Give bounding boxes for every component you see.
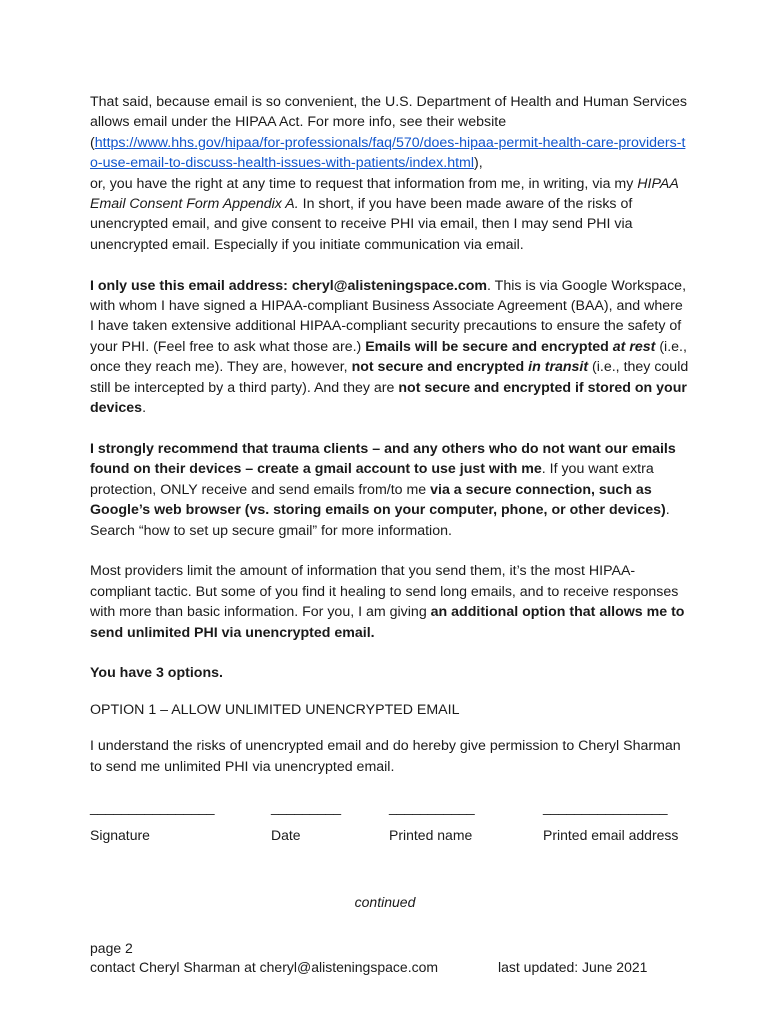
- footer-contact: contact Cheryl Sharman at cheryl@alisteningspace.com: [90, 959, 439, 975]
- footer-last-updated: last updated: June 2021: [498, 959, 648, 975]
- bold-italic-text: at rest: [612, 338, 656, 355]
- bold-text: an additional option that allows me to send unlimited PHI via unencrypted email.: [90, 604, 685, 641]
- option-1-heading: OPTION 1 – ALLOW UNLIMITED UNENCRYPTED EMAIL: [90, 701, 460, 718]
- bold-text-part: Emails will be secure and encrypted: [365, 338, 613, 355]
- printed-name-line[interactable]: ___________: [389, 799, 475, 815]
- bold-italic-text: in transit: [528, 359, 589, 376]
- paragraph-text: or, you have the right at any time to request that information from me, in writing, via my: [90, 175, 638, 192]
- paragraph-text: .: [142, 400, 147, 417]
- option-1-consent-text: I understand the risks of unencrypted email and do hereby give permission to Cheryl Sharman to send me unlimited PHI via unencrypted email.: [90, 738, 681, 775]
- paragraph-hhs-email: [90, 92, 690, 255]
- paragraph-text: In short, if you have been made aware of the risks of unencrypted email, and give consent to receive PHI via email, then I may send PHI via unencrypted email. Especially if you initiate communication via email.: [90, 196, 633, 253]
- printed-name-label: Printed name: [389, 827, 473, 843]
- paragraph-text: (i.e., once they reach me). They are, however,: [90, 338, 687, 376]
- link-text-line-1: https://www.hhs.gov/hipaa/for-professionals/faq/570/does-hipaa-permit-health-care-providers-t: [94, 134, 686, 151]
- bold-text: I only use this email address: cheryl@alisteningspace.com: [90, 277, 488, 294]
- signature-line[interactable]: ________________: [90, 799, 215, 815]
- date-line[interactable]: _________: [271, 799, 342, 815]
- printed-email-label: Printed email address: [543, 827, 679, 843]
- signature-label: Signature: [90, 827, 150, 843]
- bold-text: via a secure connection, such as Google’s web browser (vs. storing emails on your computer, phone, or other devices): [90, 481, 666, 519]
- options-heading: [90, 663, 690, 683]
- paragraph-text: That said, because email is so convenient, the U.S. Department of Health and Human Services allows email under the HIPAA Act. For more info, see their website (: [90, 94, 687, 151]
- date-label: Date: [271, 827, 301, 843]
- consent-form-reference: HIPAA Email Consent Form Appendix A.: [90, 175, 679, 213]
- bold-text: I strongly recommend that trauma clients – and any others who do not want our emails found on their devices – create a gmail account to use just with me: [90, 440, 676, 478]
- hhs-faq-link[interactable]: [90, 135, 685, 171]
- link-text-line-2: o-use-email-to-discuss-health-issues-with-patients/index.html: [90, 155, 474, 172]
- bold-text-part: not secure and encrypted: [351, 359, 529, 376]
- paragraph-text: . If you want extra protection, ONLY receive and send emails from/to me: [90, 461, 654, 498]
- paragraph-text: ),: [474, 155, 483, 172]
- paragraph-email-address: [90, 276, 690, 419]
- paragraph-text: (i.e., they could still be intercepted by a third party). And they are: [90, 359, 689, 396]
- body-text: [90, 92, 690, 777]
- bold-text: You have 3 options.: [90, 665, 223, 682]
- paragraph-recommendation: [90, 439, 690, 541]
- paragraph-text: . Search “how to set up secure gmail” for more information.: [90, 502, 670, 539]
- paragraph-additional-option: [90, 561, 690, 643]
- paragraph-text: . This is via Google Workspace, with whom I have signed a HIPAA-compliant Business Associate Agreement (BAA), and where I have taken extensive additional HIPAA-compliant security precautions to ensure the safety of your PHI. (Feel free to ask what those are.): [90, 277, 687, 355]
- bold-text: [365, 339, 655, 355]
- bold-text: not secure and encrypted if stored on your devices: [90, 379, 687, 417]
- footer-page-number: page 2: [90, 940, 133, 956]
- printed-email-line[interactable]: ________________: [543, 799, 668, 815]
- paragraph-text: Most providers limit the amount of information that you send them, it’s the most HIPAA-compliant tactic. But some of you find it healing to send long emails, and to receive responses with more than basic information. For you, I am giving: [90, 563, 679, 621]
- continued-note: continued: [354, 894, 416, 910]
- bold-text: [352, 359, 589, 375]
